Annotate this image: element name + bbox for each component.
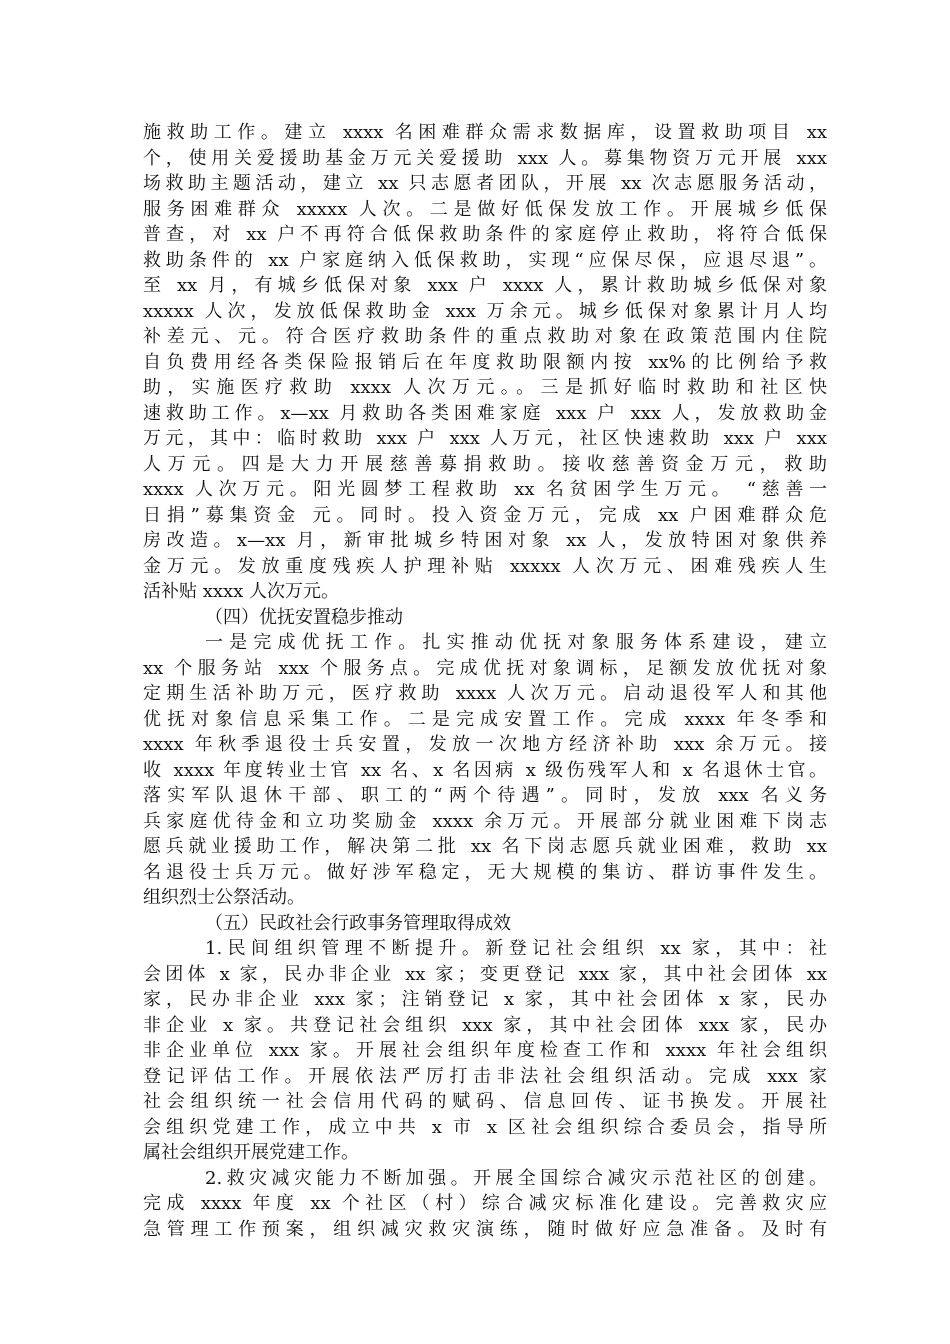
section-heading: （四）优抚安置稳步推动 <box>205 606 403 628</box>
text-line: 服务困难群众 xxxxx 人次。二是做好低保发放工作。开展城乡低保 <box>143 198 827 220</box>
text-line: 1.民间组织管理不断提升。新登记社会组织 xx 家，其中：社 <box>205 938 827 959</box>
text-line: 完成 xxxx 年度 xx 个社区（村）综合减灾标准化建设。完善救灾应 <box>143 1193 827 1214</box>
text-line: xxxx 年秋季退役士兵安置，发放一次地方经济补助 xxx 余万元。接 <box>143 734 827 755</box>
text-line: 名退役士兵万元。做好涉军稳定，无大规模的集访、群访事件发生。 <box>143 861 827 883</box>
text-line: 非企业 x 家。共登记社会组织 xxx 家，其中社会团体 xxx 家，民办 <box>143 1014 827 1036</box>
text-line: 万元，其中：临时救助 xxx 户 xxx 人万元，社区快速救助 xxx 户 xxx <box>143 428 827 449</box>
text-line: 组织烈士公祭活动。 <box>143 887 305 908</box>
text-line: 施救助工作。建立 xxxx 名困难群众需求数据库，设置救助项目 xx <box>143 122 827 143</box>
text-line: xx 个服务站 xxx 个服务点。完成优抚对象调标，足额发放优抚对象 <box>143 657 827 679</box>
text-line: 至 xx 月，有城乡低保对象 xxx 户 xxxx 人，累计救助城乡低保对象 <box>143 275 827 296</box>
text-line: 收 xxxx 年度转业士官 xx 名、x 名因病 x 级伤残军人和 x 名退休士官。 <box>143 759 827 781</box>
text-line: 非企业单位 xxx 家。开展社会组织年度检查工作和 xxxx 年社会组织 <box>143 1040 827 1061</box>
text-line: 一是完成优抚工作。扎实推动优抚对象服务体系建设，建立 <box>205 632 827 653</box>
text-line: 愿兵就业援助工作，解决第二批 xx 名下岗志愿兵就业困难，救助 xx <box>143 836 827 857</box>
text-line: 活补贴 xxxx 人次万元。 <box>143 581 340 602</box>
text-line: 社会组织统一社会信用代码的赋码、信息回传、证书换发。开展社 <box>143 1091 827 1112</box>
document-body <box>143 120 827 1242</box>
text-line: 会团体 x 家，民办非企业 xx 家；变更登记 xxx 家，其中社会团体 xx <box>143 963 827 985</box>
text-line: 普查，对 xx 户不再符合低保救助条件的家庭停止救助，将符合低保 <box>143 224 827 245</box>
text-line: 急管理工作预案，组织减灾救灾演练，随时做好应急准备。及时有 <box>143 1218 827 1240</box>
text-line: 个，使用关爱援助基金万元关爱援助 xxx 人。募集物资万元开展 xxx <box>143 147 827 169</box>
section-heading: （五）民政社会行政事务管理取得成效 <box>205 912 511 934</box>
text-line: 人万元。四是大力开展慈善募捐救助。接收慈善资金万元，救助 <box>143 453 827 475</box>
text-line: 落实军队退休干部、职工的“两个待遇”。同时，发放 xxx 名义务 <box>143 785 827 806</box>
text-line: 日捐”募集资金 元。同时。投入资金万元，完成 xx 户困难群众危 <box>143 504 827 526</box>
text-line: 房改造。x—xx 月，新审批城乡特困对象 xx 人，发放特困对象供养 <box>143 530 827 551</box>
text-line: 金万元。发放重度残疾人护理补贴 xxxxx 人次万元、困难残疾人生 <box>143 555 827 577</box>
text-line: 属社会组织开展党建工作。 <box>143 1142 359 1163</box>
text-line: 定期生活补助万元，医疗救助 xxxx 人次万元。启动退役军人和其他 <box>143 683 827 704</box>
text-line: 救助条件的 xx 户家庭纳入低保救助，实现“应保尽保，应退尽退”。 <box>143 249 827 271</box>
text-line: 家，民办非企业 xxx 家；注销登记 x 家，其中社会团体 x 家，民办 <box>143 989 827 1010</box>
text-line: 速救助工作。x—xx 月救助各类困难家庭 xxx 户 xxx 人，发放救助金 <box>143 402 827 424</box>
text-line: 助，实施医疗救助 xxxx 人次万元。。三是抓好临时救助和社区快 <box>143 377 827 398</box>
text-line: xxxxx 人次，发放低保救助金 xxx 万余元。城乡低保对象累计月人均 <box>143 300 827 322</box>
text-line: xxxx 人次万元。阳光圆梦工程救助 xx 名贫困学生万元。 “慈善一 <box>143 479 827 500</box>
text-line: 登记评估工作。开展依法严厉打击非法社会组织活动。完成 xxx 家 <box>143 1065 827 1087</box>
text-line: 自负费用经各类保险报销后在年度救助限额内按 xx%的比例给予救 <box>143 351 827 373</box>
text-line: 优抚对象信息采集工作。二是完成安置工作。完成 xxxx 年冬季和 <box>143 708 827 730</box>
text-line: 场救助主题活动，建立 xx 只志愿者团队，开展 xx 次志愿服务活动， <box>143 173 827 194</box>
text-line: 2.救灾减灾能力不断加强。开展全国综合减灾示范社区的创建。 <box>205 1167 827 1189</box>
text-line: 兵家庭优待金和立功奖励金 xxxx 余万元。开展部分就业困难下岗志 <box>143 810 827 832</box>
text-line: 会组织党建工作，成立中共 x 市 x 区社会组织综合委员会，指导所 <box>143 1116 827 1138</box>
text-line: 补差元、元。符合医疗救助条件的重点救助对象在政策范围内住院 <box>143 326 827 347</box>
